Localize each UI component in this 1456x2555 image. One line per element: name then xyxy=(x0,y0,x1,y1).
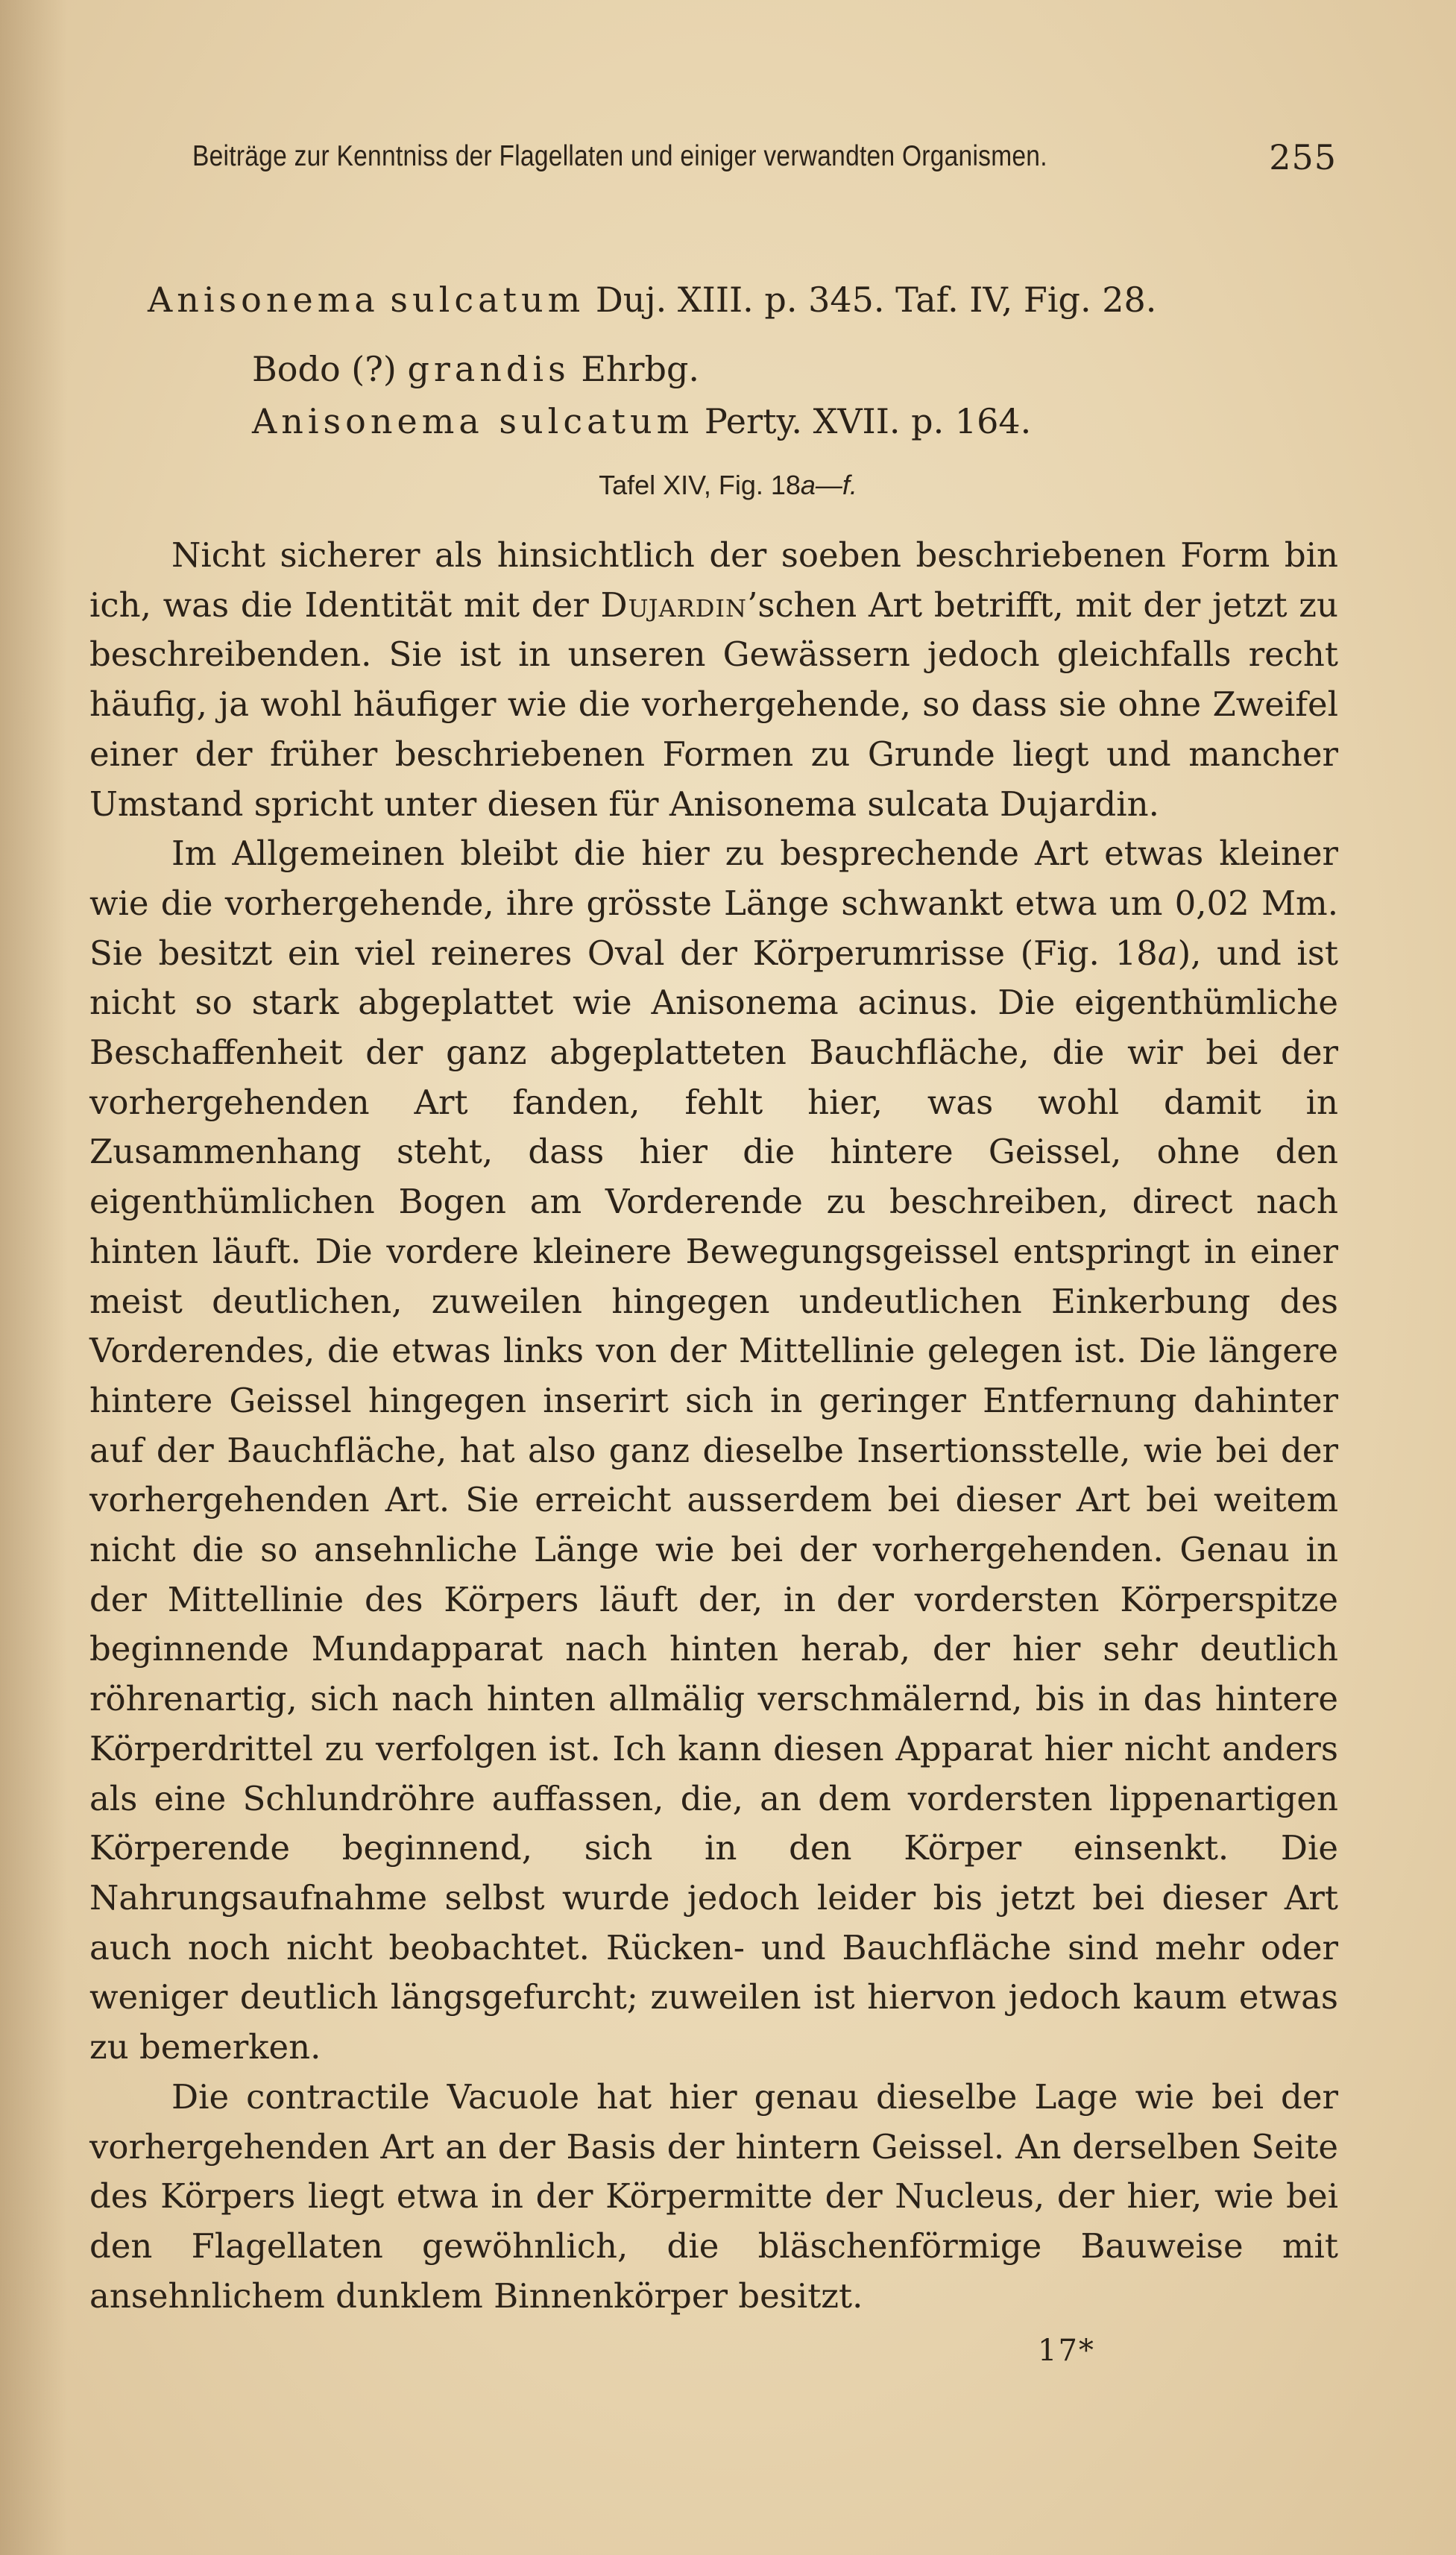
paragraph-text: Die contractile Vacuole hat hier genau dieselbe Lage wie bei der vorhergehenden Art an der Basis der hintern Geissel. An derselben Seite des Körpers liegt etwa in der Körpermitte der Nucleus, der hier, wie bei den Flagellaten gewöhnlich, die bläschenförmige Bauweise mit ansehnlichem dunklem Binnenkörper besitzt. xyxy=(89,2076,1338,2316)
paragraph-text: ), und ist nicht so stark abgeplattet wie Anisonema acinus. Die eigenthümliche Beschaffenheit der ganz abgeplatteten Bauchfläche, die wir bei der vorhergehenden Art fanden, fehlt hier, was wohl damit in Zusammenhang steht, dass hier die hintere Geissel, ohne den eigenthümlichen Bogen am Vorderende zu beschreiben, direct nach hinten läuft. Die vordere kleinere Bewegungsgeissel entspringt in einer meist deutlichen, zuweilen hingegen undeutlichen Einkerbung des Vorderendes, die etwas links von der Mittellinie gelegen ist. Die längere hintere Geissel hingegen inserirt sich in geringer Entfernung dahinter auf der Bauchfläche, hat also ganz dieselbe Insertionsstelle, wie bei der vorhergehenden Art. Sie erreicht ausserdem bei dieser Art bei weitem nicht die so ansehnliche Länge wie bei der vorhergehenden. Genau in der Mittellinie des Körpers läuft der, in der vordersten Körperspitze beginnende Mundapparat nach hinten herab, der hier sehr deutlich röhrenartig, sich nach hinten allmälig verschmälernd, bis in das hintere Körperdrittel zu verfolgen ist. Ich kann diesen Apparat hier nicht anders als eine Schlundröhre auffassen, die, an dem vordersten lippenartigen Körperende beginnend, sich in den Körper einsenkt. Die Nahrungsaufnahme selbst wurde jedoch leider bis jetzt bei dieser Art auch noch nicht beobachtet. Rücken- und Bauchfläche sind mehr oder weniger deutlich längsgefurcht; zuweilen ist hiervon jedoch kaum etwas zu bemerken. xyxy=(89,933,1338,2067)
synonym-line xyxy=(252,349,699,389)
plate-reference xyxy=(0,470,1456,501)
synonym-citation: Ehrbg. xyxy=(570,349,700,389)
page-gutter-shadow xyxy=(0,0,67,2555)
genus-name: Anisonema xyxy=(148,280,379,320)
synonym-name: grandis xyxy=(407,349,570,389)
plate-reference-figures: a—f. xyxy=(800,470,857,500)
species-name: sulcatum xyxy=(390,280,585,320)
signature-mark: 17* xyxy=(1038,2334,1095,2368)
synonym-name: Anisonema sulcatum xyxy=(252,401,694,441)
synonym-citation: Perty. XVII. p. 164. xyxy=(693,401,1032,441)
synonym-line xyxy=(252,401,1031,441)
paragraph-text: Im Allgemeinen bleibt die hier zu besprechende Art etwas kleiner wie die vorhergehende, ihre grösste Länge schwankt etwa um 0,02 Mm. Sie besitzt ein viel reineres Oval der Körperumrisse (Fig. 18 xyxy=(89,834,1338,973)
paragraph-text: ’schen Art betrifft, mit der jetzt zu beschreibenden. Sie ist in unseren Gewässern jedoch gleichfalls recht häufig, ja wohl häufiger wie die vorhergehende, so dass sie ohne Zweifel einer der früher beschriebenen Formen zu Grunde liegt und mancher Umstand spricht unter diesen für Anisonema sulcata Dujardin. xyxy=(89,585,1338,824)
running-title: Beiträge zur Kenntniss der Flagellaten und einiger verwandten Organismen. xyxy=(192,140,1047,172)
author-name: Dujardin xyxy=(600,585,748,625)
synonym-prefix: Bodo (?) xyxy=(252,349,408,389)
species-citation: Duj. XIII. p. 345. Taf. IV, Fig. 28. xyxy=(595,280,1157,320)
species-heading xyxy=(148,280,1156,320)
running-header xyxy=(192,137,1337,192)
page-number: 255 xyxy=(1269,137,1337,177)
paragraph-text: Nicht sicherer als hinsichtlich der soeben beschriebenen Form bin ich, was die Identität mit der xyxy=(89,535,1338,625)
body-text xyxy=(89,531,1338,2321)
paragraph xyxy=(89,531,1338,829)
plate-reference-main: Tafel XIV, Fig. 18 xyxy=(599,470,801,500)
figure-letter: a xyxy=(1157,933,1178,973)
paragraph xyxy=(89,2073,1338,2322)
paragraph xyxy=(89,829,1338,2073)
